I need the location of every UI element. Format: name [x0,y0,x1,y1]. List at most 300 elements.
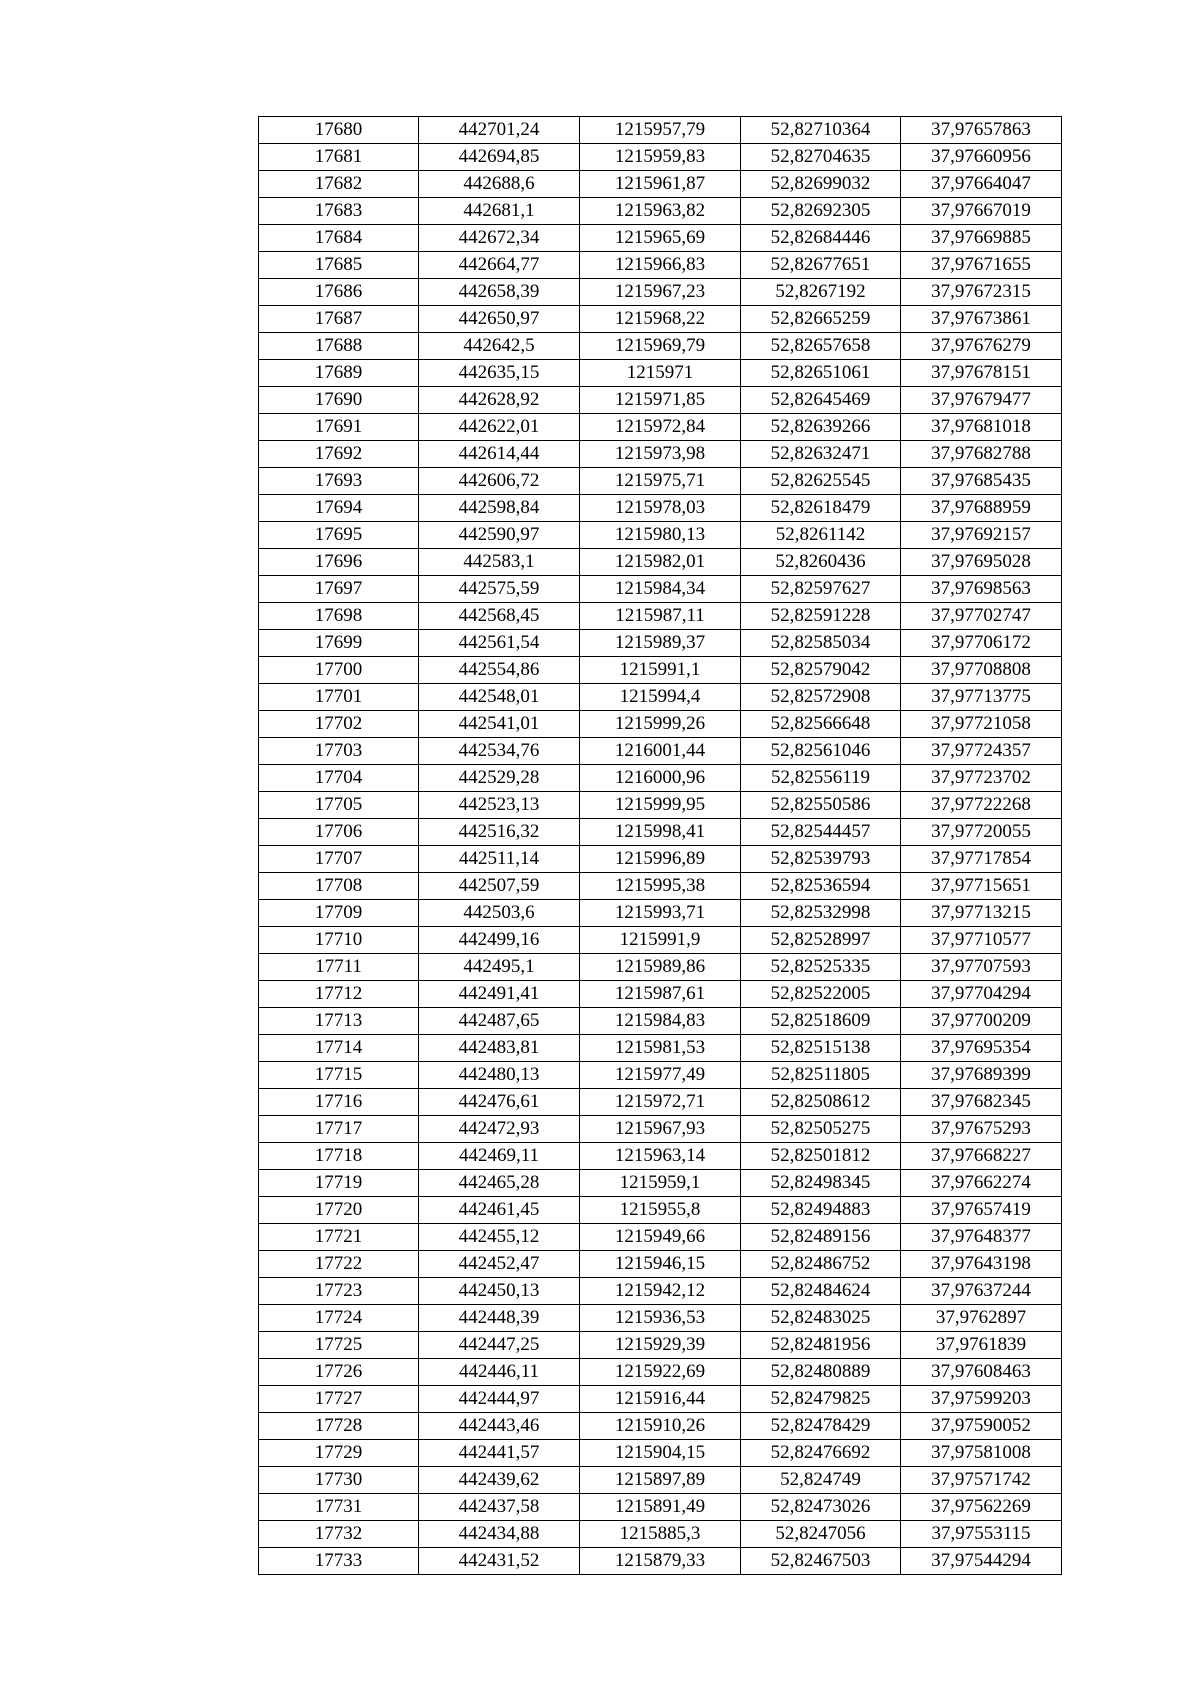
y-coordinate-cell: 1215910,26 [580,1413,741,1440]
table-row [259,981,1062,1008]
y-coordinate-cell: 1215967,23 [580,279,741,306]
x-coordinate-cell: 442437,58 [419,1494,580,1521]
x-coordinate-cell: 442443,46 [419,1413,580,1440]
y-coordinate-cell: 1215963,82 [580,198,741,225]
longitude-cell: 37,97679477 [901,387,1062,414]
longitude-cell: 37,97571742 [901,1467,1062,1494]
latitude-cell: 52,82498345 [741,1170,901,1197]
y-coordinate-cell: 1215916,44 [580,1386,741,1413]
table-row [259,1386,1062,1413]
y-coordinate-cell: 1215959,83 [580,144,741,171]
latitude-cell: 52,82572908 [741,684,901,711]
latitude-cell: 52,82525335 [741,954,901,981]
point-number-cell: 17707 [259,846,419,873]
point-number-cell: 17717 [259,1116,419,1143]
longitude-cell: 37,97723702 [901,765,1062,792]
point-number-cell: 17729 [259,1440,419,1467]
longitude-cell: 37,97673861 [901,306,1062,333]
point-number-cell: 17683 [259,198,419,225]
table-row [259,333,1062,360]
x-coordinate-cell: 442431,52 [419,1548,580,1575]
x-coordinate-cell: 442499,16 [419,927,580,954]
coordinates-table-body [259,117,1062,1575]
y-coordinate-cell: 1215996,89 [580,846,741,873]
x-coordinate-cell: 442614,44 [419,441,580,468]
x-coordinate-cell: 442650,97 [419,306,580,333]
longitude-cell: 37,97698563 [901,576,1062,603]
longitude-cell: 37,97643198 [901,1251,1062,1278]
latitude-cell: 52,82467503 [741,1548,901,1575]
table-row [259,1035,1062,1062]
point-number-cell: 17691 [259,414,419,441]
table-row [259,954,1062,981]
latitude-cell: 52,82479825 [741,1386,901,1413]
point-number-cell: 17687 [259,306,419,333]
longitude-cell: 37,97667019 [901,198,1062,225]
x-coordinate-cell: 442561,54 [419,630,580,657]
y-coordinate-cell: 1215967,93 [580,1116,741,1143]
y-coordinate-cell: 1215987,11 [580,603,741,630]
x-coordinate-cell: 442483,81 [419,1035,580,1062]
latitude-cell: 52,82489156 [741,1224,901,1251]
longitude-cell: 37,97581008 [901,1440,1062,1467]
latitude-cell: 52,8267192 [741,279,901,306]
latitude-cell: 52,82486752 [741,1251,901,1278]
latitude-cell: 52,82494883 [741,1197,901,1224]
latitude-cell: 52,82480889 [741,1359,901,1386]
longitude-cell: 37,97706172 [901,630,1062,657]
latitude-cell: 52,824749 [741,1467,901,1494]
x-coordinate-cell: 442507,59 [419,873,580,900]
point-number-cell: 17689 [259,360,419,387]
x-coordinate-cell: 442472,93 [419,1116,580,1143]
x-coordinate-cell: 442628,92 [419,387,580,414]
table-row [259,630,1062,657]
table-row [259,171,1062,198]
y-coordinate-cell: 1215980,13 [580,522,741,549]
latitude-cell: 52,82665259 [741,306,901,333]
x-coordinate-cell: 442672,34 [419,225,580,252]
x-coordinate-cell: 442441,57 [419,1440,580,1467]
point-number-cell: 17724 [259,1305,419,1332]
table-row [259,1062,1062,1089]
y-coordinate-cell: 1215942,12 [580,1278,741,1305]
latitude-cell: 52,82651061 [741,360,901,387]
table-row [259,144,1062,171]
table-row [259,468,1062,495]
latitude-cell: 52,82528997 [741,927,901,954]
latitude-cell: 52,82518609 [741,1008,901,1035]
y-coordinate-cell: 1215977,49 [580,1062,741,1089]
latitude-cell: 52,82536594 [741,873,901,900]
table-row [259,306,1062,333]
x-coordinate-cell: 442529,28 [419,765,580,792]
longitude-cell: 37,97664047 [901,171,1062,198]
x-coordinate-cell: 442554,86 [419,657,580,684]
table-row [259,1413,1062,1440]
y-coordinate-cell: 1215972,71 [580,1089,741,1116]
longitude-cell: 37,9761839 [901,1332,1062,1359]
latitude-cell: 52,82684446 [741,225,901,252]
y-coordinate-cell: 1215929,39 [580,1332,741,1359]
point-number-cell: 17711 [259,954,419,981]
x-coordinate-cell: 442495,1 [419,954,580,981]
x-coordinate-cell: 442575,59 [419,576,580,603]
table-row [259,414,1062,441]
x-coordinate-cell: 442583,1 [419,549,580,576]
point-number-cell: 17685 [259,252,419,279]
x-coordinate-cell: 442635,15 [419,360,580,387]
x-coordinate-cell: 442450,13 [419,1278,580,1305]
table-row [259,1548,1062,1575]
table-row [259,603,1062,630]
longitude-cell: 37,97637244 [901,1278,1062,1305]
latitude-cell: 52,82478429 [741,1413,901,1440]
y-coordinate-cell: 1215978,03 [580,495,741,522]
x-coordinate-cell: 442434,88 [419,1521,580,1548]
x-coordinate-cell: 442447,25 [419,1332,580,1359]
longitude-cell: 37,97675293 [901,1116,1062,1143]
y-coordinate-cell: 1215966,83 [580,252,741,279]
table-row [259,198,1062,225]
x-coordinate-cell: 442476,61 [419,1089,580,1116]
longitude-cell: 37,97562269 [901,1494,1062,1521]
x-coordinate-cell: 442448,39 [419,1305,580,1332]
x-coordinate-cell: 442452,47 [419,1251,580,1278]
latitude-cell: 52,82597627 [741,576,901,603]
point-number-cell: 17728 [259,1413,419,1440]
y-coordinate-cell: 1215995,38 [580,873,741,900]
y-coordinate-cell: 1215897,89 [580,1467,741,1494]
latitude-cell: 52,82657658 [741,333,901,360]
latitude-cell: 52,82483025 [741,1305,901,1332]
x-coordinate-cell: 442487,65 [419,1008,580,1035]
y-coordinate-cell: 1215972,84 [580,414,741,441]
y-coordinate-cell: 1215989,86 [580,954,741,981]
point-number-cell: 17697 [259,576,419,603]
point-number-cell: 17712 [259,981,419,1008]
longitude-cell: 37,97660956 [901,144,1062,171]
x-coordinate-cell: 442606,72 [419,468,580,495]
latitude-cell: 52,82508612 [741,1089,901,1116]
x-coordinate-cell: 442622,01 [419,414,580,441]
x-coordinate-cell: 442701,24 [419,117,580,144]
table-row [259,657,1062,684]
longitude-cell: 37,97678151 [901,360,1062,387]
longitude-cell: 37,97707593 [901,954,1062,981]
longitude-cell: 37,97671655 [901,252,1062,279]
table-row [259,279,1062,306]
x-coordinate-cell: 442503,6 [419,900,580,927]
y-coordinate-cell: 1215998,41 [580,819,741,846]
table-row [259,792,1062,819]
longitude-cell: 37,97724357 [901,738,1062,765]
table-row [259,1332,1062,1359]
point-number-cell: 17709 [259,900,419,927]
longitude-cell: 37,97692157 [901,522,1062,549]
latitude-cell: 52,8247056 [741,1521,901,1548]
latitude-cell: 52,8261142 [741,522,901,549]
longitude-cell: 37,97702747 [901,603,1062,630]
latitude-cell: 52,82699032 [741,171,901,198]
table-row [259,1170,1062,1197]
y-coordinate-cell: 1215946,15 [580,1251,741,1278]
table-row [259,225,1062,252]
x-coordinate-cell: 442516,32 [419,819,580,846]
table-row [259,387,1062,414]
latitude-cell: 52,82704635 [741,144,901,171]
y-coordinate-cell: 1215957,79 [580,117,741,144]
point-number-cell: 17686 [259,279,419,306]
latitude-cell: 52,82532998 [741,900,901,927]
longitude-cell: 37,97657863 [901,117,1062,144]
table-row [259,900,1062,927]
longitude-cell: 37,97713215 [901,900,1062,927]
point-number-cell: 17690 [259,387,419,414]
longitude-cell: 37,97720055 [901,819,1062,846]
x-coordinate-cell: 442688,6 [419,171,580,198]
latitude-cell: 52,82618479 [741,495,901,522]
latitude-cell: 52,82710364 [741,117,901,144]
table-row [259,1116,1062,1143]
table-row [259,1521,1062,1548]
point-number-cell: 17723 [259,1278,419,1305]
latitude-cell: 52,82645469 [741,387,901,414]
table-row [259,765,1062,792]
point-number-cell: 17680 [259,117,419,144]
latitude-cell: 52,82481956 [741,1332,901,1359]
x-coordinate-cell: 442480,13 [419,1062,580,1089]
longitude-cell: 37,97669885 [901,225,1062,252]
longitude-cell: 37,97599203 [901,1386,1062,1413]
point-number-cell: 17698 [259,603,419,630]
point-number-cell: 17708 [259,873,419,900]
longitude-cell: 37,97715651 [901,873,1062,900]
x-coordinate-cell: 442511,14 [419,846,580,873]
latitude-cell: 52,82561046 [741,738,901,765]
point-number-cell: 17720 [259,1197,419,1224]
longitude-cell: 37,97553115 [901,1521,1062,1548]
longitude-cell: 37,97662274 [901,1170,1062,1197]
longitude-cell: 37,97608463 [901,1359,1062,1386]
latitude-cell: 52,82484624 [741,1278,901,1305]
x-coordinate-cell: 442541,01 [419,711,580,738]
y-coordinate-cell: 1215961,87 [580,171,741,198]
longitude-cell: 37,97710577 [901,927,1062,954]
table-row [259,1494,1062,1521]
y-coordinate-cell: 1215982,01 [580,549,741,576]
y-coordinate-cell: 1215971 [580,360,741,387]
longitude-cell: 37,97721058 [901,711,1062,738]
point-number-cell: 17731 [259,1494,419,1521]
y-coordinate-cell: 1215984,83 [580,1008,741,1035]
table-row [259,1359,1062,1386]
point-number-cell: 17710 [259,927,419,954]
point-number-cell: 17730 [259,1467,419,1494]
point-number-cell: 17714 [259,1035,419,1062]
coordinates-table [258,116,1062,1575]
table-row [259,549,1062,576]
latitude-cell: 52,82473026 [741,1494,901,1521]
y-coordinate-cell: 1215959,1 [580,1170,741,1197]
point-number-cell: 17692 [259,441,419,468]
table-row [259,1278,1062,1305]
y-coordinate-cell: 1215968,22 [580,306,741,333]
table-row [259,1251,1062,1278]
y-coordinate-cell: 1215891,49 [580,1494,741,1521]
latitude-cell: 52,82550586 [741,792,901,819]
y-coordinate-cell: 1215991,1 [580,657,741,684]
y-coordinate-cell: 1215973,98 [580,441,741,468]
latitude-cell: 52,82591228 [741,603,901,630]
x-coordinate-cell: 442455,12 [419,1224,580,1251]
point-number-cell: 17700 [259,657,419,684]
point-number-cell: 17726 [259,1359,419,1386]
x-coordinate-cell: 442658,39 [419,279,580,306]
point-number-cell: 17716 [259,1089,419,1116]
table-row [259,252,1062,279]
x-coordinate-cell: 442548,01 [419,684,580,711]
longitude-cell: 37,97682345 [901,1089,1062,1116]
x-coordinate-cell: 442523,13 [419,792,580,819]
longitude-cell: 37,97590052 [901,1413,1062,1440]
y-coordinate-cell: 1215994,4 [580,684,741,711]
latitude-cell: 52,82505275 [741,1116,901,1143]
table-row [259,522,1062,549]
latitude-cell: 52,82579042 [741,657,901,684]
latitude-cell: 52,82585034 [741,630,901,657]
point-number-cell: 17732 [259,1521,419,1548]
y-coordinate-cell: 1216000,96 [580,765,741,792]
table-row [259,117,1062,144]
y-coordinate-cell: 1215949,66 [580,1224,741,1251]
x-coordinate-cell: 442664,77 [419,252,580,279]
longitude-cell: 37,97676279 [901,333,1062,360]
x-coordinate-cell: 442444,97 [419,1386,580,1413]
point-number-cell: 17684 [259,225,419,252]
point-number-cell: 17733 [259,1548,419,1575]
point-number-cell: 17719 [259,1170,419,1197]
longitude-cell: 37,97695028 [901,549,1062,576]
longitude-cell: 37,97681018 [901,414,1062,441]
y-coordinate-cell: 1215984,34 [580,576,741,603]
latitude-cell: 52,82539793 [741,846,901,873]
point-number-cell: 17681 [259,144,419,171]
latitude-cell: 52,82566648 [741,711,901,738]
x-coordinate-cell: 442465,28 [419,1170,580,1197]
y-coordinate-cell: 1215999,95 [580,792,741,819]
latitude-cell: 52,82522005 [741,981,901,1008]
point-number-cell: 17715 [259,1062,419,1089]
y-coordinate-cell: 1215955,8 [580,1197,741,1224]
latitude-cell: 52,82511805 [741,1062,901,1089]
x-coordinate-cell: 442598,84 [419,495,580,522]
table-row [259,738,1062,765]
point-number-cell: 17722 [259,1251,419,1278]
x-coordinate-cell: 442568,45 [419,603,580,630]
longitude-cell: 37,97682788 [901,441,1062,468]
y-coordinate-cell: 1215922,69 [580,1359,741,1386]
longitude-cell: 37,97657419 [901,1197,1062,1224]
point-number-cell: 17695 [259,522,419,549]
y-coordinate-cell: 1215904,15 [580,1440,741,1467]
table-row [259,846,1062,873]
point-number-cell: 17703 [259,738,419,765]
longitude-cell: 37,97713775 [901,684,1062,711]
table-row [259,1467,1062,1494]
y-coordinate-cell: 1215981,53 [580,1035,741,1062]
table-row [259,1305,1062,1332]
longitude-cell: 37,97717854 [901,846,1062,873]
longitude-cell: 37,9762897 [901,1305,1062,1332]
table-row [259,819,1062,846]
latitude-cell: 52,82677651 [741,252,901,279]
latitude-cell: 52,82476692 [741,1440,901,1467]
y-coordinate-cell: 1215963,14 [580,1143,741,1170]
y-coordinate-cell: 1215936,53 [580,1305,741,1332]
latitude-cell: 52,82692305 [741,198,901,225]
table-row [259,711,1062,738]
x-coordinate-cell: 442446,11 [419,1359,580,1386]
point-number-cell: 17713 [259,1008,419,1035]
y-coordinate-cell: 1215989,37 [580,630,741,657]
x-coordinate-cell: 442491,41 [419,981,580,1008]
longitude-cell: 37,97648377 [901,1224,1062,1251]
point-number-cell: 17704 [259,765,419,792]
table-row [259,873,1062,900]
latitude-cell: 52,82501812 [741,1143,901,1170]
longitude-cell: 37,97688959 [901,495,1062,522]
table-row [259,684,1062,711]
point-number-cell: 17696 [259,549,419,576]
point-number-cell: 17706 [259,819,419,846]
point-number-cell: 17682 [259,171,419,198]
point-number-cell: 17701 [259,684,419,711]
y-coordinate-cell: 1215885,3 [580,1521,741,1548]
table-row [259,1143,1062,1170]
longitude-cell: 37,97685435 [901,468,1062,495]
table-row [259,1008,1062,1035]
latitude-cell: 52,82639266 [741,414,901,441]
point-number-cell: 17702 [259,711,419,738]
longitude-cell: 37,97722268 [901,792,1062,819]
point-number-cell: 17694 [259,495,419,522]
y-coordinate-cell: 1215991,9 [580,927,741,954]
table-row [259,576,1062,603]
table-row [259,495,1062,522]
latitude-cell: 52,82632471 [741,441,901,468]
point-number-cell: 17705 [259,792,419,819]
longitude-cell: 37,97689399 [901,1062,1062,1089]
point-number-cell: 17693 [259,468,419,495]
point-number-cell: 17718 [259,1143,419,1170]
y-coordinate-cell: 1216001,44 [580,738,741,765]
point-number-cell: 17688 [259,333,419,360]
point-number-cell: 17725 [259,1332,419,1359]
x-coordinate-cell: 442439,62 [419,1467,580,1494]
y-coordinate-cell: 1215965,69 [580,225,741,252]
point-number-cell: 17699 [259,630,419,657]
x-coordinate-cell: 442694,85 [419,144,580,171]
latitude-cell: 52,82515138 [741,1035,901,1062]
latitude-cell: 52,82544457 [741,819,901,846]
x-coordinate-cell: 442469,11 [419,1143,580,1170]
table-row [259,1440,1062,1467]
y-coordinate-cell: 1215999,26 [580,711,741,738]
x-coordinate-cell: 442642,5 [419,333,580,360]
longitude-cell: 37,97544294 [901,1548,1062,1575]
table-row [259,1224,1062,1251]
